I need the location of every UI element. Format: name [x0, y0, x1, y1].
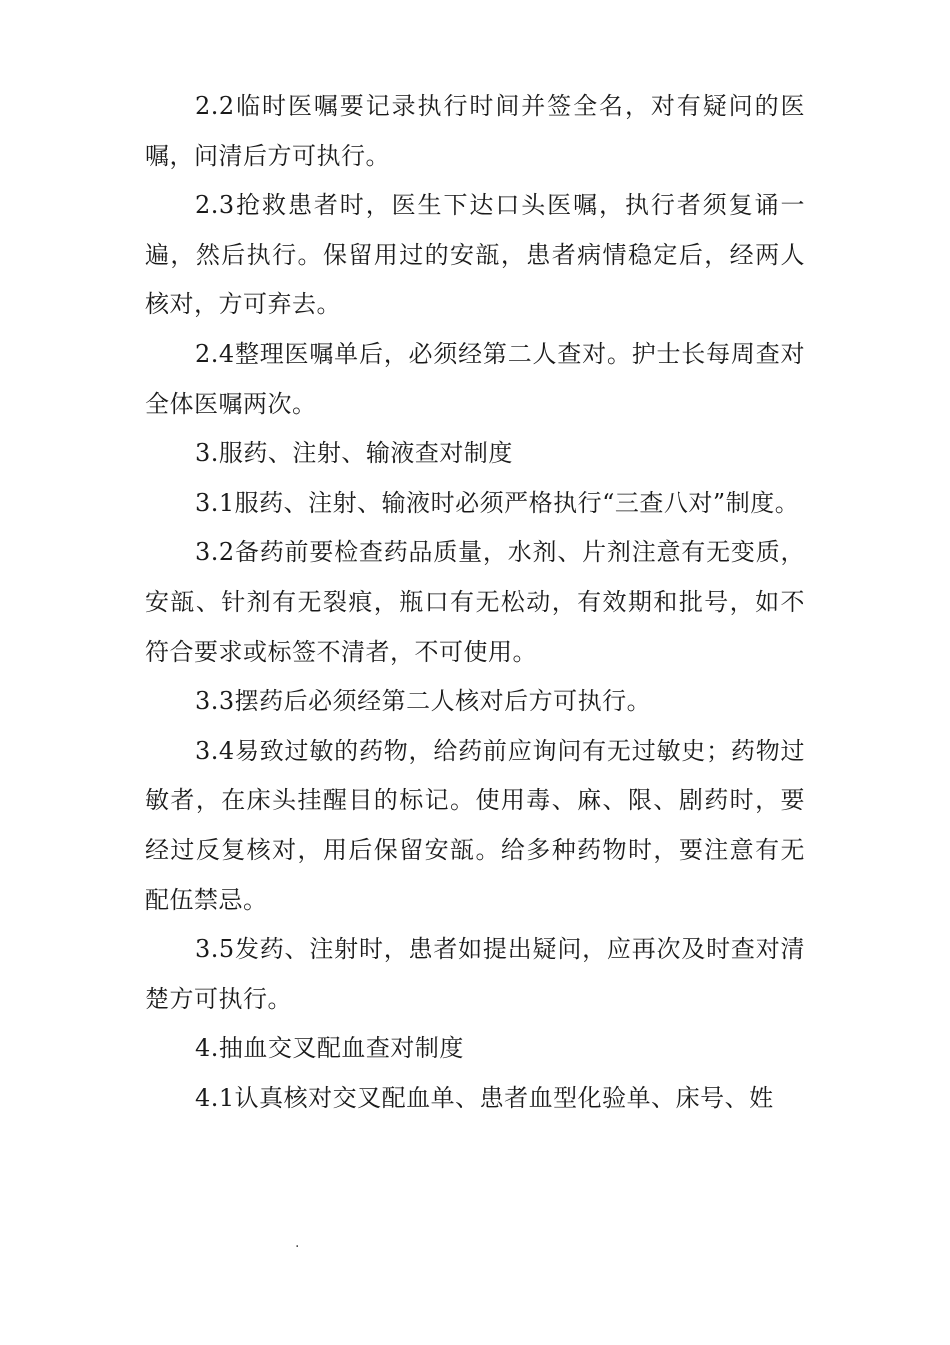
paragraph-3-3: 3.3摆药后必须经第二人核对后方可执行。 [195, 687, 652, 716]
paragraph-2-3: 2.3抢救患者时，医生下达口头医嘱，执行者须复诵一遍，然后执行。保留用过的安瓿，患者病情稳定后，经两人核对，方可弃去。 [145, 191, 805, 319]
paragraph-2-4: 2.4整理医嘱单后，必须经第二人查对。护士长每周查对全体医嘱两次。 [145, 339, 805, 418]
paragraph-3-5: 3.5发药、注射时，患者如提出疑问，应再次及时查对清楚方可执行。 [145, 935, 805, 1013]
paragraph-4-1: 4.1认真核对交叉配血单、患者血型化验单、床号、姓 [195, 1083, 774, 1112]
paragraph-3-4: 3.4易致过敏的药物，给药前应询问有无过敏史；药物过敏者，在床头挂醒目的标记。使用毒、麻、限、剧药时，要经过反复核对，用后保留安瓿。给多种药物时，要注意有无配伍禁忌。 [145, 736, 805, 914]
document-body [145, 82, 805, 1123]
section-heading-4: 4.抽血交叉配血查对制度 [195, 1034, 464, 1063]
section-heading-3: 3.服药、注射、输液查对制度 [195, 439, 513, 468]
paragraph-3-2: 3.2备药前要检查药品质量，水剂、片剂注意有无变质，安瓿、针剂有无裂痕，瓶口有无松动，有效期和批号，如不符合要求或标签不清者，不可使用。 [145, 538, 805, 666]
footer-mark: . [295, 1235, 300, 1251]
paragraph-3-1: 3.1服药、注射、输液时必须严格执行“三查八对”制度。 [195, 488, 800, 517]
paragraph-2-2: 2.2临时医嘱要记录执行时间并签全名，对有疑问的医嘱，问清后方可执行。 [145, 92, 805, 170]
